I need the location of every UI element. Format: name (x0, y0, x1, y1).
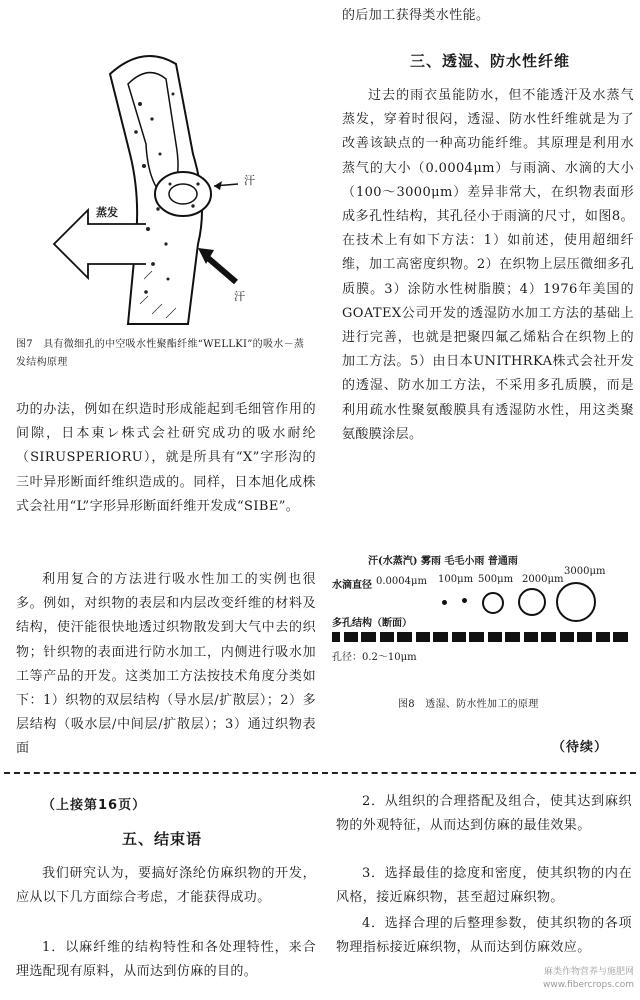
fiber-diagram (48, 34, 328, 334)
label-sweat-top: 汗 (244, 174, 255, 187)
fig8-size-5: 3000μm (564, 566, 606, 577)
section-divider (4, 772, 636, 774)
left-paragraph-2: 利用复合的方法进行吸水性加工的实例也很多。例如，对织物的表层和内层改变纤维的材料及结构，使汗能很快地透过织物散发到大气中去的织物；针织物的表面进行防水加工，内侧进行吸水加工等产品的开发。这类加工方法按技术角度分类如下：1）织物的双层结构（导水层/扩散层）；2）多层结构（吸水层/中间层/扩散层）；3）通过织物表面 (16, 572, 316, 757)
section5-intro: 我们研究认为，要搞好涤纶仿麻织物的开发，应从以下几方面综合考虑，才能获得成功。 (16, 866, 316, 906)
porous-membrane (332, 630, 632, 644)
section3-title: 三、透湿、防水性纤维 (410, 52, 571, 70)
fig8-diameter-label: 水滴直径 (332, 580, 372, 591)
conclusion-item-1: 1．以麻纤维的结构特性和各处理特性，来合理选配现有原料，从而达到仿麻的目的。 (16, 940, 316, 980)
to-be-continued: （待续） (552, 740, 609, 755)
fig8-pore-size: 孔径：0.2～10μm (332, 652, 417, 663)
label-evaporation: 蒸发 (96, 206, 118, 219)
section5-title: 五、结束语 (122, 830, 203, 848)
conclusion-item-4: 4．选择合理的后整理参数，使其织物的各项物理指标接近麻织物，从而达到仿麻效应。 (336, 916, 632, 956)
fig8-size-3: 500μm (478, 574, 514, 585)
conclusion-item-3: 3．选择最佳的捻度和密度，使其织物的内在风格，接近麻织物，甚至超过麻织物。 (336, 866, 632, 906)
continued-text-line: 的后加工获得类水性能。 (342, 8, 490, 23)
figure7 (48, 34, 328, 334)
left-paragraph-1: 功的办法，例如在织造时形成能起到毛细管作用的间隙，日本東レ株式会社研究成功的吸水耐纶（SIRUSPERIORU），就是所具有“X”字形沟的三叶异形断面纤维织造成的。同样，日本旭化成株式会社用“L”字形异形断面纤维开发成“SIBE”。 (16, 402, 316, 514)
figure7-caption: 图7 具有微细孔的中空吸水性聚酯纤维“WELLKI”的吸水－蒸发结构原理 (16, 339, 305, 368)
droplet-drizzle (482, 592, 504, 614)
fig8-porous-label: 多孔结构（断面） (332, 618, 412, 629)
conclusion-item-2: 2．从组织的合理搭配及组合，使其达到麻织物的外观特征，从而达到仿麻的最佳效果。 (336, 794, 632, 834)
figure8-caption: 图8 透湿、防水性加工的原理 (398, 699, 539, 710)
label-sweat-bottom: 汗 (234, 290, 245, 303)
fig8-categories: 汗(水蒸汽) 雾雨 毛毛小雨 普通雨 (368, 556, 518, 567)
droplet-mist (462, 598, 467, 603)
fig8-size-1: 0.0004μm (376, 576, 427, 587)
fig8-size-2: 100μm (438, 574, 474, 585)
droplet-vapor (442, 600, 447, 605)
droplet-heavy-rain (556, 582, 596, 622)
droplet-rain (518, 588, 546, 616)
continued-from-label: （上接第16页） (42, 798, 147, 813)
section3-paragraph: 过去的雨衣虽能防水，但不能透汗及水蒸气蒸发，穿着时很闷，透湿、防水性纤维就是为了改善该缺点的一种高功能纤维。其原理是利用水蒸气的大小（0.0004μm）与雨滴、水滴的大小（100～3000μm）差异非常大，在织物表面形成多孔性结构，其孔径小于雨滴的尺寸，如图8。在技术上有如下方法：1）如前述，使用超细纤维，加工高密度织物。2）在织物上层压微细多孔质膜。3）涂防水性树脂膜；4）1976年美国的GOATEX公司开发的透湿防水加工方法的基础上进行完善，也就是把聚四氟乙烯粘合在织物上的加工方法。5）由日本UNITHRKA株式会社开发的透湿、防水加工方法，不采用多孔质膜，而是利用疏水性聚氨酸膜具有透湿防水性，用这类聚氨酸膜涂层。 (342, 88, 634, 442)
fig8-size-4: 2000μm (522, 574, 564, 585)
watermark: 麻类作物营养与施肥网 www.fibercrops.com (543, 967, 634, 990)
